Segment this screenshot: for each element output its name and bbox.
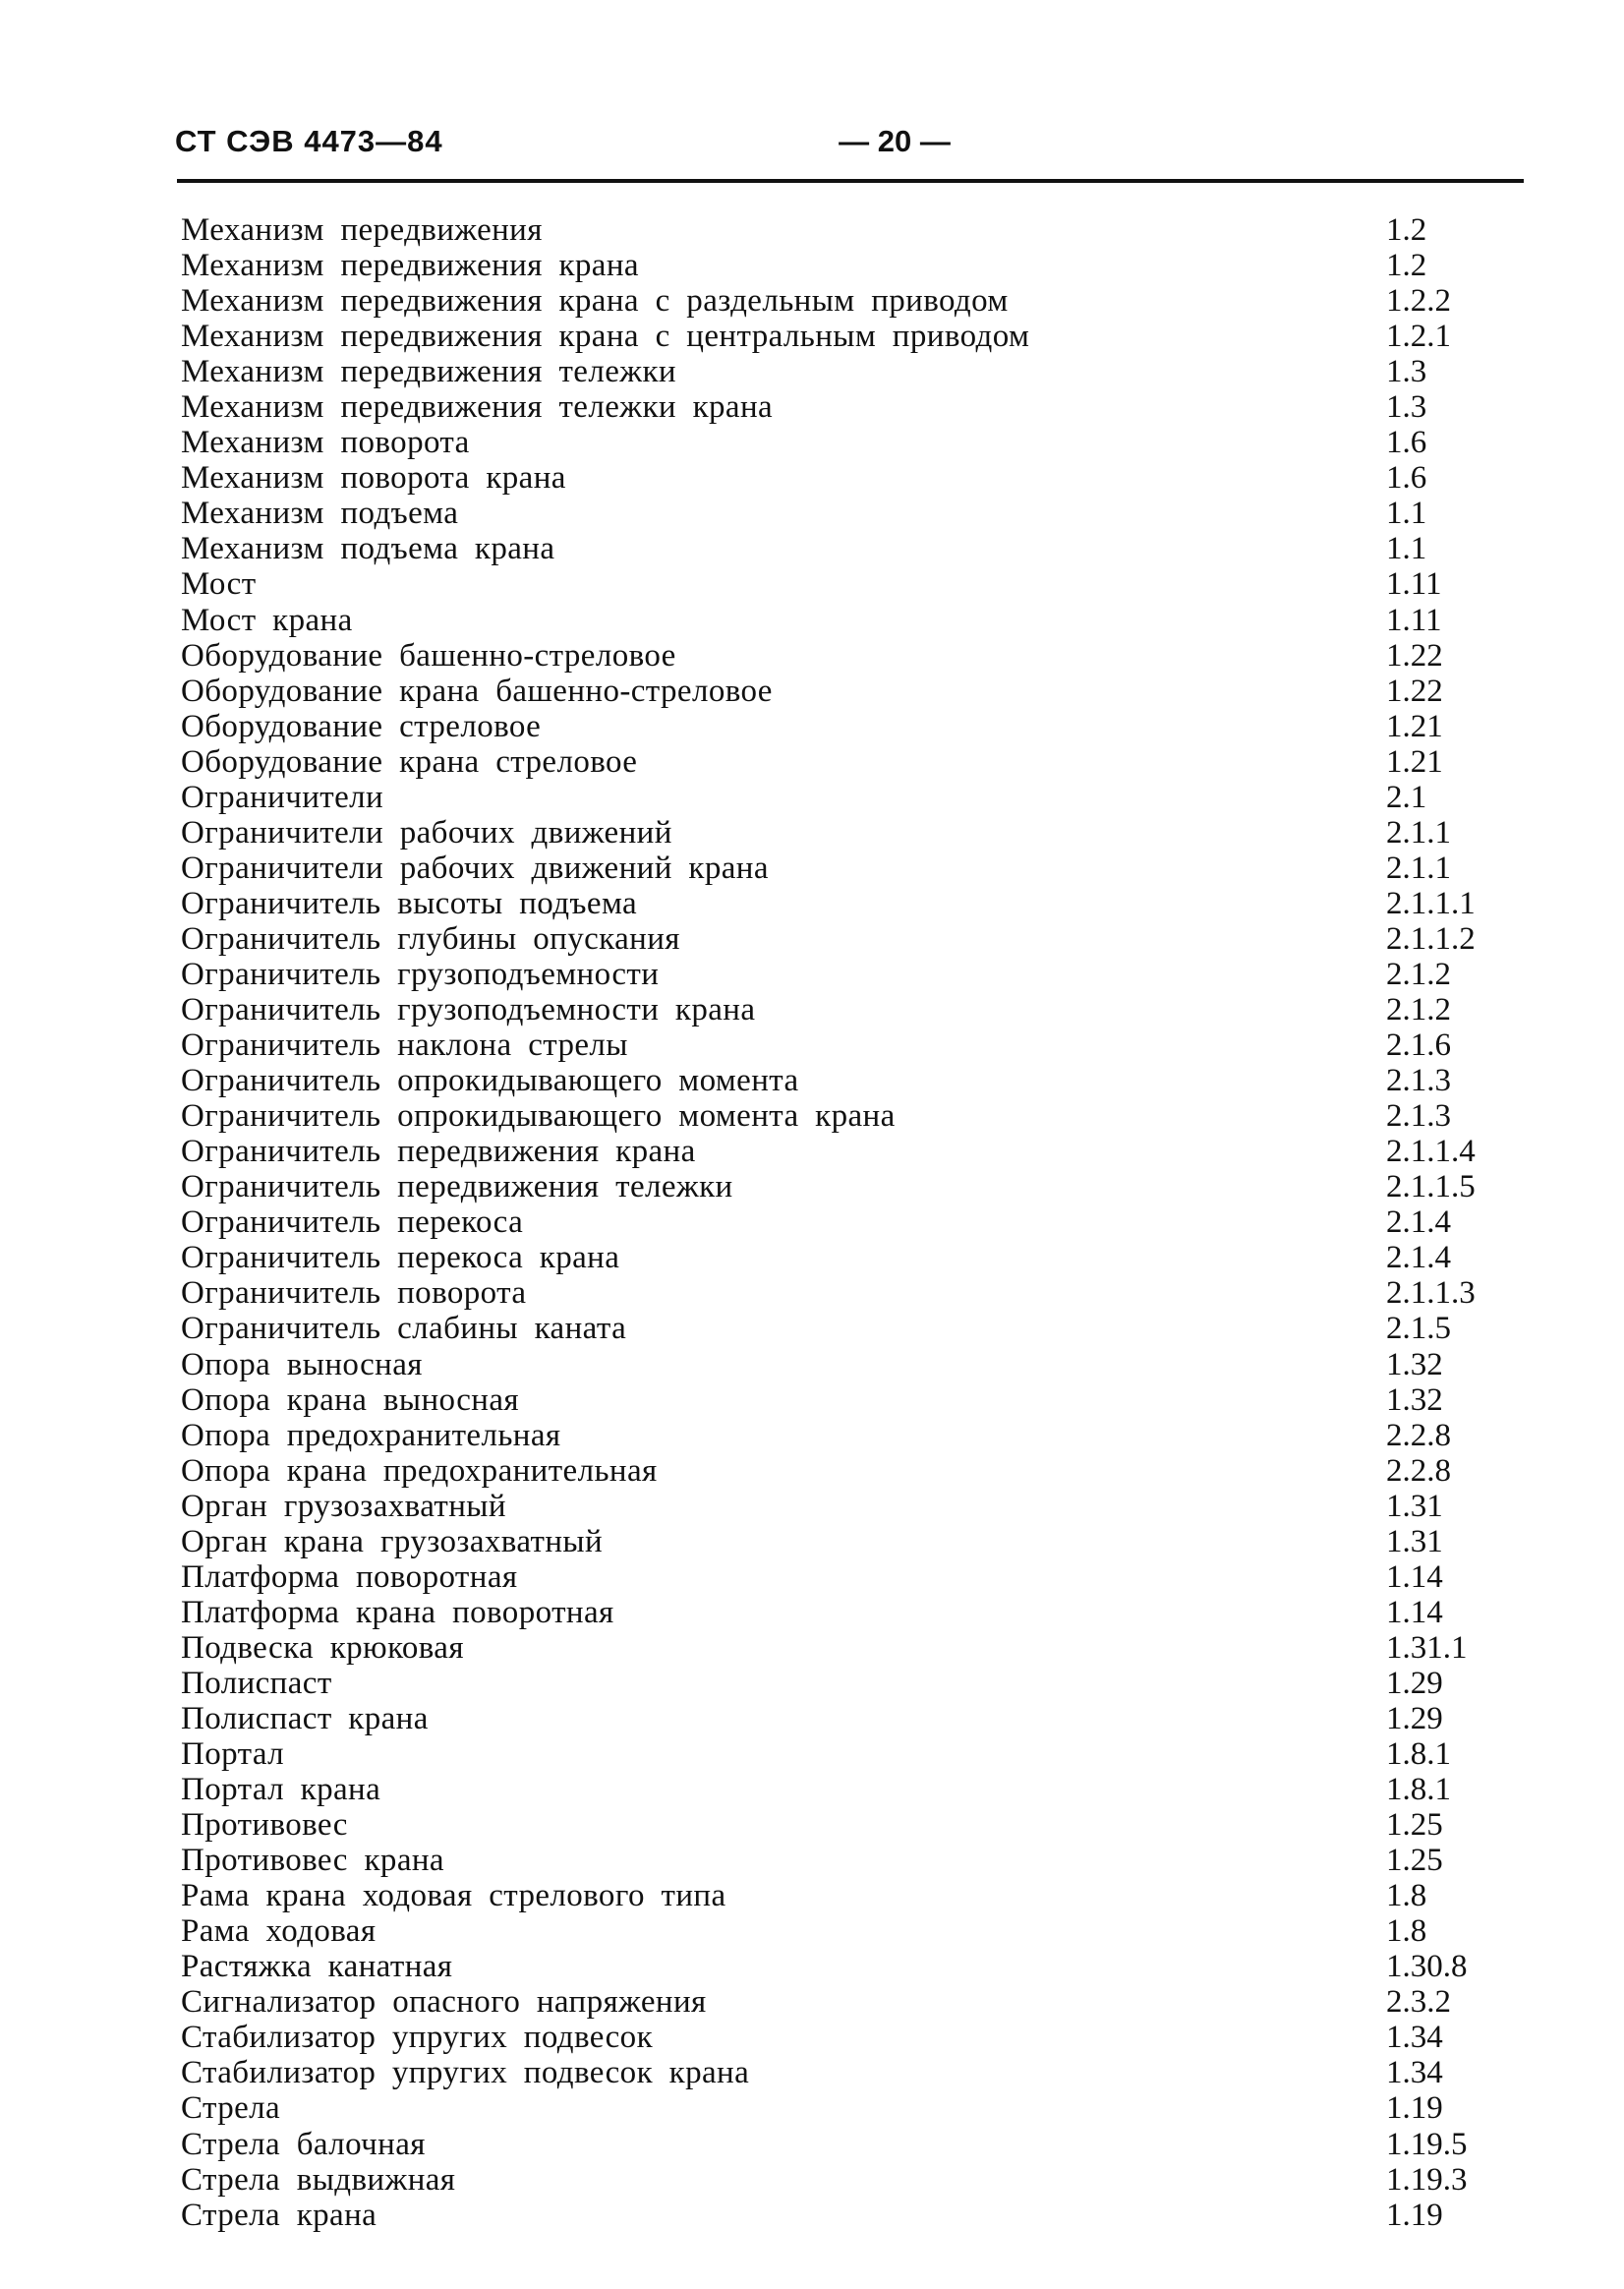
entry-term: Механизм поворота bbox=[181, 425, 470, 461]
index-entry bbox=[177, 531, 1494, 566]
entry-reference: 1.8.1 bbox=[1386, 1772, 1451, 1808]
entry-reference: 2.1.1.3 bbox=[1386, 1275, 1476, 1312]
entry-term: Ограничитель грузоподъемности bbox=[181, 956, 660, 992]
index-entry bbox=[177, 815, 1494, 851]
index-entry bbox=[177, 638, 1494, 674]
entry-term: Стрела крана bbox=[181, 2197, 377, 2233]
entry-reference: 1.1 bbox=[1386, 496, 1427, 532]
entry-reference: 1.8 bbox=[1386, 1878, 1427, 1914]
entry-reference: 1.29 bbox=[1386, 1700, 1443, 1736]
index-entry bbox=[177, 283, 1494, 319]
entry-reference: 2.1.1 bbox=[1386, 814, 1451, 851]
entry-reference: 2.1.3 bbox=[1386, 1063, 1451, 1099]
entry-term: Ограничители bbox=[181, 779, 384, 815]
entry-term: Механизм передвижения тележки крана bbox=[181, 389, 774, 426]
entry-reference: 1.6 bbox=[1386, 425, 1427, 461]
entry-reference: 1.30.8 bbox=[1386, 1949, 1468, 1985]
index-entry bbox=[177, 1772, 1494, 1807]
index-entry bbox=[177, 1984, 1494, 2020]
index-entry bbox=[177, 2198, 1494, 2233]
entry-reference: 1.22 bbox=[1386, 673, 1443, 709]
page-number: — 20 — bbox=[839, 124, 951, 158]
entry-reference: 2.2.8 bbox=[1386, 1452, 1451, 1489]
entry-reference: 1.14 bbox=[1386, 1558, 1443, 1595]
index-entry bbox=[177, 1204, 1494, 1240]
entry-reference: 2.1.2 bbox=[1386, 956, 1451, 992]
index-entry bbox=[177, 957, 1494, 992]
index-entry bbox=[177, 1913, 1494, 1949]
entry-reference: 2.1.1.4 bbox=[1386, 1134, 1476, 1170]
entry-reference: 1.19 bbox=[1386, 2197, 1443, 2233]
entry-reference: 1.34 bbox=[1386, 2020, 1443, 2056]
index-entry bbox=[177, 1559, 1494, 1595]
index-entry bbox=[177, 1878, 1494, 1913]
entry-term: Ограничитель грузоподъемности крана bbox=[181, 992, 756, 1028]
entry-reference: 1.2 bbox=[1386, 248, 1427, 284]
entry-term: Механизм передвижения крана bbox=[181, 248, 639, 284]
index-entry bbox=[177, 1843, 1494, 1878]
index-entry bbox=[177, 1098, 1494, 1134]
entry-term: Мост bbox=[181, 566, 257, 603]
entry-term: Рама ходовая bbox=[181, 1913, 377, 1950]
entry-term: Орган грузозахватный bbox=[181, 1488, 506, 1524]
entry-term: Ограничитель опрокидывающего момента bbox=[181, 1063, 799, 1099]
entry-reference: 1.31.1 bbox=[1386, 1629, 1468, 1666]
entry-reference: 1.8 bbox=[1386, 1913, 1427, 1950]
entry-reference: 2.1.2 bbox=[1386, 992, 1451, 1028]
entry-term: Механизм передвижения крана с центральным приводом bbox=[181, 319, 1030, 355]
index-entry bbox=[177, 1489, 1494, 1524]
index-entry bbox=[177, 992, 1494, 1027]
index-entry bbox=[177, 886, 1494, 921]
entry-reference: 1.11 bbox=[1386, 566, 1442, 603]
entry-reference: 1.31 bbox=[1386, 1488, 1443, 1524]
entry-term: Механизм поворота крана bbox=[181, 460, 566, 497]
index-entry bbox=[177, 1524, 1494, 1559]
entry-term: Ограничители рабочих движений крана bbox=[181, 850, 769, 886]
entry-reference: 1.21 bbox=[1386, 708, 1443, 744]
entry-reference: 1.21 bbox=[1386, 743, 1443, 780]
entry-reference: 2.1 bbox=[1386, 779, 1427, 815]
entry-reference: 1.34 bbox=[1386, 2055, 1443, 2091]
entry-term: Механизм передвижения крана с раздельным приводом bbox=[181, 283, 1009, 320]
entry-term: Оборудование башенно-стреловое bbox=[181, 637, 676, 674]
header-rule bbox=[177, 179, 1524, 183]
entry-term: Ограничитель опрокидывающего момента крана bbox=[181, 1098, 896, 1135]
index-entry bbox=[177, 1701, 1494, 1736]
entry-term: Стрела выдвижная bbox=[181, 2161, 456, 2198]
entry-term: Портал bbox=[181, 1736, 285, 1773]
index-entry bbox=[177, 1027, 1494, 1063]
entry-term: Ограничитель перекоса bbox=[181, 1204, 524, 1241]
entry-reference: 1.1 bbox=[1386, 531, 1427, 567]
entry-reference: 1.8.1 bbox=[1386, 1736, 1451, 1773]
entry-reference: 1.2.1 bbox=[1386, 319, 1451, 355]
entry-reference: 2.1.1.1 bbox=[1386, 885, 1476, 921]
entry-reference: 1.19 bbox=[1386, 2090, 1443, 2127]
index-entry bbox=[177, 1134, 1494, 1169]
entry-term: Стрела bbox=[181, 2090, 281, 2127]
entry-term: Полиспаст крана bbox=[181, 1700, 429, 1736]
index-entry bbox=[177, 566, 1494, 602]
entry-term: Стабилизатор упругих подвесок крана bbox=[181, 2055, 750, 2091]
entry-reference: 2.1.3 bbox=[1386, 1098, 1451, 1135]
index-entry bbox=[177, 1666, 1494, 1701]
index-entry bbox=[177, 1063, 1494, 1098]
entry-term: Ограничитель поворота bbox=[181, 1275, 527, 1312]
entry-reference: 1.2 bbox=[1386, 212, 1427, 248]
entry-term: Опора предохранительная bbox=[181, 1417, 561, 1453]
index-entry bbox=[177, 212, 1494, 248]
entry-reference: 1.2.2 bbox=[1386, 283, 1451, 320]
index-entry bbox=[177, 425, 1494, 460]
index-entry bbox=[177, 1275, 1494, 1311]
entry-term: Опора крана выносная bbox=[181, 1381, 519, 1418]
entry-term: Противовес bbox=[181, 1807, 348, 1844]
entry-term: Мост крана bbox=[181, 602, 353, 638]
index-entry bbox=[177, 921, 1494, 957]
entry-term: Опора выносная bbox=[181, 1346, 423, 1382]
entry-reference: 1.6 bbox=[1386, 460, 1427, 497]
index-entry bbox=[177, 354, 1494, 389]
term-index-list bbox=[177, 212, 1494, 2233]
index-entry bbox=[177, 1347, 1494, 1382]
entry-term: Стабилизатор упругих подвесок bbox=[181, 2020, 653, 2056]
entry-reference: 1.3 bbox=[1386, 354, 1427, 390]
index-entry bbox=[177, 2162, 1494, 2198]
entry-reference: 1.29 bbox=[1386, 1665, 1443, 1701]
index-entry bbox=[177, 1382, 1494, 1418]
index-entry bbox=[177, 851, 1494, 886]
index-entry bbox=[177, 460, 1494, 496]
entry-reference: 2.1.1.5 bbox=[1386, 1169, 1476, 1205]
index-entry bbox=[177, 1595, 1494, 1630]
index-entry bbox=[177, 319, 1494, 354]
index-entry bbox=[177, 780, 1494, 815]
index-entry bbox=[177, 1311, 1494, 1346]
index-entry bbox=[177, 1949, 1494, 1984]
entry-term: Противовес крана bbox=[181, 1843, 444, 1879]
entry-term: Полиспаст bbox=[181, 1665, 332, 1701]
entry-term: Ограничитель наклона стрелы bbox=[181, 1027, 628, 1064]
entry-term: Сигнализатор опасного напряжения bbox=[181, 1984, 707, 2021]
index-entry bbox=[177, 1418, 1494, 1453]
entry-reference: 2.1.5 bbox=[1386, 1311, 1451, 1347]
entry-term: Ограничитель передвижения крана bbox=[181, 1134, 696, 1170]
entry-term: Механизм подъема крана bbox=[181, 531, 555, 567]
entry-term: Оборудование стреловое bbox=[181, 708, 542, 744]
index-entry bbox=[177, 2127, 1494, 2162]
entry-term: Механизм передвижения bbox=[181, 212, 543, 248]
index-entry bbox=[177, 709, 1494, 744]
entry-term: Орган крана грузозахватный bbox=[181, 1523, 604, 1559]
index-entry bbox=[177, 1240, 1494, 1275]
index-entry bbox=[177, 603, 1494, 638]
entry-reference: 1.31 bbox=[1386, 1523, 1443, 1559]
entry-reference: 1.3 bbox=[1386, 389, 1427, 426]
index-entry bbox=[177, 248, 1494, 283]
entry-term: Ограничитель передвижения тележки bbox=[181, 1169, 733, 1205]
entry-reference: 2.1.1 bbox=[1386, 850, 1451, 886]
index-entry bbox=[177, 2055, 1494, 2090]
entry-reference: 2.1.4 bbox=[1386, 1204, 1451, 1241]
standard-code: СТ СЭВ 4473—84 bbox=[175, 124, 443, 158]
index-entry bbox=[177, 496, 1494, 531]
index-entry bbox=[177, 2020, 1494, 2055]
entry-term: Ограничители рабочих движений bbox=[181, 814, 672, 851]
index-entry bbox=[177, 1169, 1494, 1204]
entry-reference: 1.11 bbox=[1386, 602, 1442, 638]
entry-term: Ограничитель слабины каната bbox=[181, 1311, 627, 1347]
entry-term: Подвеска крюковая bbox=[181, 1629, 464, 1666]
entry-term: Платформа поворотная bbox=[181, 1558, 518, 1595]
entry-term: Растяжка канатная bbox=[181, 1949, 453, 1985]
entry-reference: 2.3.2 bbox=[1386, 1984, 1451, 2021]
entry-reference: 2.1.6 bbox=[1386, 1027, 1451, 1064]
entry-term: Платформа крана поворотная bbox=[181, 1594, 614, 1630]
index-entry bbox=[177, 744, 1494, 780]
entry-reference: 1.25 bbox=[1386, 1843, 1443, 1879]
page-header bbox=[175, 116, 1524, 173]
entry-term: Портал крана bbox=[181, 1772, 381, 1808]
index-entry bbox=[177, 1630, 1494, 1666]
entry-reference: 1.19.5 bbox=[1386, 2126, 1468, 2162]
index-entry bbox=[177, 674, 1494, 709]
entry-reference: 2.2.8 bbox=[1386, 1417, 1451, 1453]
index-entry bbox=[177, 1807, 1494, 1843]
index-entry bbox=[177, 2090, 1494, 2126]
entry-term: Механизм передвижения тележки bbox=[181, 354, 676, 390]
entry-term: Рама крана ходовая стрелового типа bbox=[181, 1878, 726, 1914]
entry-term: Опора крана предохранительная bbox=[181, 1452, 658, 1489]
entry-term: Стрела балочная bbox=[181, 2126, 426, 2162]
index-entry bbox=[177, 1453, 1494, 1489]
entry-term: Ограничитель высоты подъема bbox=[181, 885, 638, 921]
entry-reference: 1.32 bbox=[1386, 1381, 1443, 1418]
entry-reference: 1.22 bbox=[1386, 637, 1443, 674]
index-entry bbox=[177, 389, 1494, 425]
entry-reference: 1.14 bbox=[1386, 1594, 1443, 1630]
entry-reference: 2.1.1.2 bbox=[1386, 920, 1476, 957]
entry-term: Ограничитель глубины опускания bbox=[181, 920, 680, 957]
entry-term: Ограничитель перекоса крана bbox=[181, 1240, 620, 1276]
entry-reference: 1.25 bbox=[1386, 1807, 1443, 1844]
entry-reference: 2.1.4 bbox=[1386, 1240, 1451, 1276]
entry-term: Оборудование крана стреловое bbox=[181, 743, 638, 780]
entry-reference: 1.19.3 bbox=[1386, 2161, 1468, 2198]
index-entry bbox=[177, 1736, 1494, 1772]
entry-term: Механизм подъема bbox=[181, 496, 459, 532]
entry-reference: 1.32 bbox=[1386, 1346, 1443, 1382]
entry-term: Оборудование крана башенно-стреловое bbox=[181, 673, 773, 709]
